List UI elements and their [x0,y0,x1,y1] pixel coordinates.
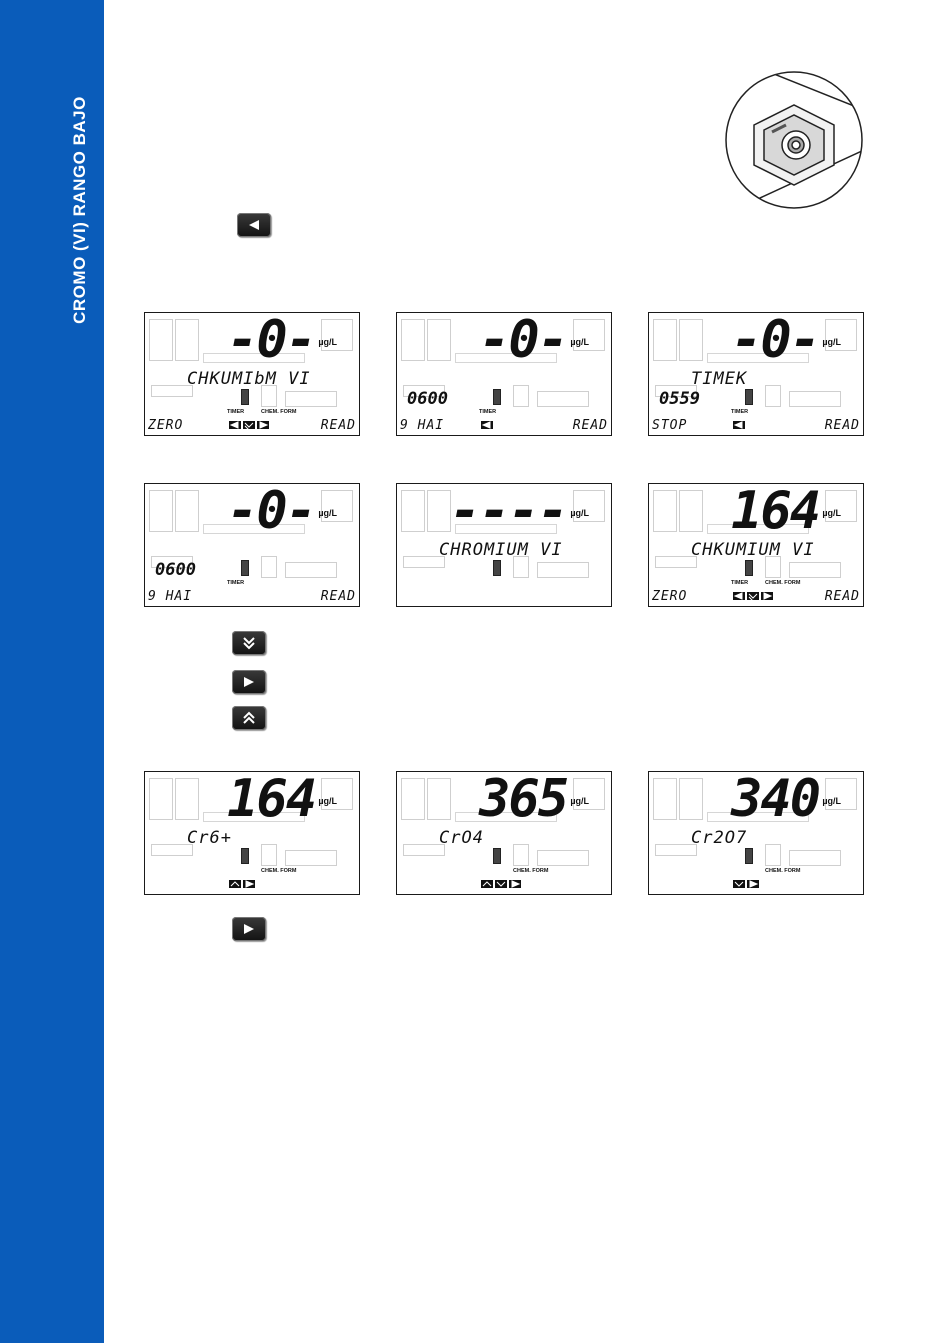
left-arrow-icon [229,421,241,429]
down-arrow-icon [495,880,507,888]
lcd-display [396,771,612,895]
lcd-message: CHKUMIUM VI [691,540,815,560]
lcd-reading: 164 [731,483,819,541]
right-arrow-icon [242,676,256,688]
up-arrow-icon [481,880,493,888]
lcd-left-softkey: ZERO [652,589,688,604]
up-arrow-icon [229,880,241,888]
lcd-timer: 0600 [155,560,196,580]
enter-icon [243,421,255,429]
vial-icon [241,848,249,864]
lcd-message: Cr2O7 [691,828,748,848]
right-arrow-icon [242,923,256,935]
lcd-reading: -0- [479,312,567,370]
double-up-arrow-icon [242,711,256,725]
unit-label: µg/L [822,337,841,347]
lcd-right-softkey: READ [320,589,356,604]
left-arrow-icon [247,219,261,231]
lcd-left-softkey: STOP [652,418,688,433]
vial-icon [241,389,249,405]
chem-form-label: CHEM. FORM [765,580,801,586]
lcd-message: CHROMIUM VI [439,540,563,560]
timer-label: TIMER [731,409,749,415]
lcd-message: CrO4 [439,828,484,848]
lcd-display [144,771,360,895]
softkey-icons [229,421,269,429]
vial-icon [493,848,501,864]
unit-label: µg/L [570,796,589,806]
lcd-left-softkey: 9 HAI [400,418,445,433]
lcd-message: Cr6+ [187,828,232,848]
double-down-arrow-icon [242,636,256,650]
lcd-message: CHKUMIbM VI [187,369,311,389]
cuvette-holder-photo [724,70,864,210]
right-arrow-icon [257,421,269,429]
lcd-timer: 0600 [407,389,448,409]
lcd-message: TIMEK [691,369,748,389]
lcd-display [648,771,864,895]
right-arrow-icon [243,880,255,888]
chem-form-label: CHEM. FORM [261,868,297,874]
lcd-display [648,483,864,607]
sidebar [0,0,104,1343]
vial-icon [745,389,753,405]
up-button[interactable] [232,706,266,730]
softkey-icons [733,592,773,600]
lcd-reading: -0- [227,483,315,541]
right-button-final[interactable] [232,917,266,941]
left-arrow-icon [481,421,493,429]
unit-label: µg/L [318,337,337,347]
left-arrow-icon [733,592,745,600]
chem-form-label: CHEM. FORM [765,868,801,874]
vial-icon [745,848,753,864]
lcd-right-softkey: READ [824,589,860,604]
left-button[interactable] [237,213,271,237]
softkey-icons [229,880,255,888]
timer-label: TIMER [227,580,245,586]
lcd-reading: ---- [449,483,567,541]
softkey-icons [481,421,493,429]
lcd-left-softkey: ZERO [148,418,184,433]
lcd-reading: 164 [227,771,315,829]
lcd-display [144,312,360,436]
right-button[interactable] [232,670,266,694]
down-button[interactable] [232,631,266,655]
softkey-icons [733,880,759,888]
lcd-right-softkey: READ [824,418,860,433]
unit-label: µg/L [318,796,337,806]
vial-icon [745,560,753,576]
unit-label: µg/L [570,508,589,518]
enter-icon [747,592,759,600]
lcd-display [396,483,612,607]
lcd-display [648,312,864,436]
lcd-reading: 340 [731,771,819,829]
lcd-reading: 365 [479,771,567,829]
softkey-icons [733,421,745,429]
lcd-display [396,312,612,436]
timer-label: TIMER [227,409,245,415]
lcd-left-softkey: 9 HAI [148,589,193,604]
vial-icon [493,389,501,405]
lcd-display [144,483,360,607]
vial-icon [241,560,249,576]
unit-label: µg/L [570,337,589,347]
unit-label: µg/L [822,796,841,806]
chem-form-label: CHEM. FORM [261,409,297,415]
chem-form-label: CHEM. FORM [513,868,549,874]
lcd-timer: 0559 [659,389,700,409]
softkey-icons [481,880,521,888]
vial-icon [493,560,501,576]
timer-label: TIMER [731,580,749,586]
unit-label: µg/L [822,508,841,518]
unit-label: µg/L [318,508,337,518]
right-arrow-icon [509,880,521,888]
right-arrow-icon [761,592,773,600]
lcd-reading: -0- [731,312,819,370]
sidebar-title: CROMO (VI) RANGO BAJO [70,96,89,324]
timer-label: TIMER [479,409,497,415]
lcd-right-softkey: READ [320,418,356,433]
lcd-right-softkey: READ [572,418,608,433]
lcd-reading: -0- [227,312,315,370]
left-arrow-icon [733,421,745,429]
right-arrow-icon [747,880,759,888]
down-arrow-icon [733,880,745,888]
